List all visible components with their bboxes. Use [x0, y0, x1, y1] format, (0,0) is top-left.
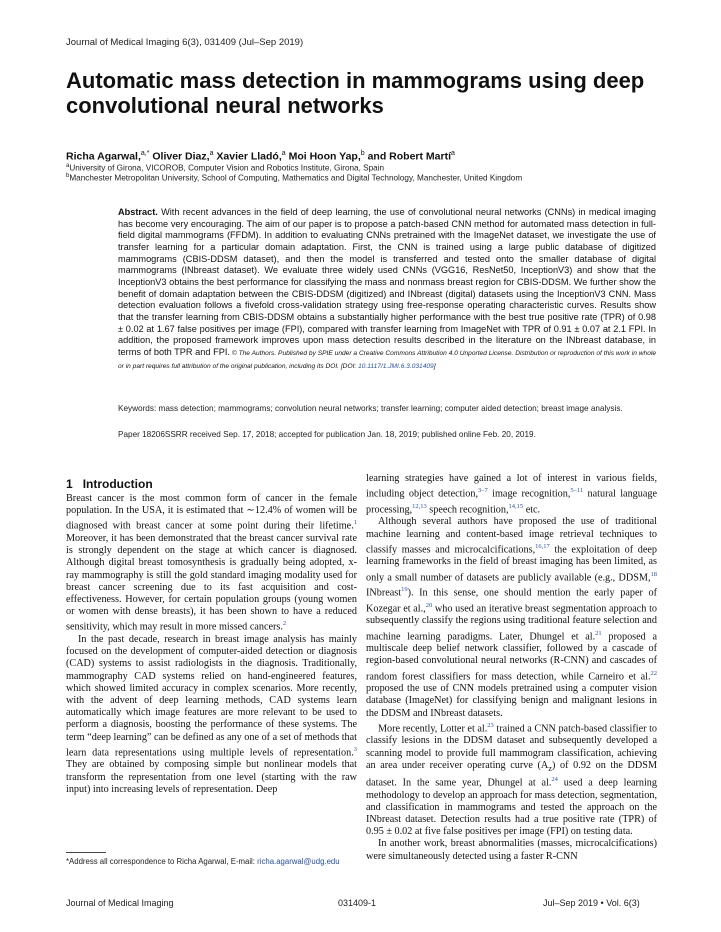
text-run: used a deep learning methodology to develop an approach for mass detection, segmentation, and classification in mammograms and tested the approach on the INbreast dataset. Detection results had a true positive rate (TPR) of 0.95 ± 0.02 at five false positives per image (FPI) on testing data.	[366, 777, 657, 838]
author-name: Oliver Diaz,	[152, 150, 210, 163]
text-run: learning strategies have gained a lot of interest in various fields, including object detection,	[366, 473, 657, 500]
left-column	[66, 493, 357, 796]
doi-label: [DOI:	[339, 362, 359, 370]
section-title: Introduction	[82, 477, 153, 491]
footnote-rule	[66, 852, 106, 853]
citation-ref[interactable]: 20	[425, 601, 433, 609]
paragraph	[66, 493, 357, 634]
author-affiliation-marker: a	[451, 150, 455, 157]
abstract-label: Abstract.	[118, 207, 158, 217]
doi-link[interactable]: 10.1117/1.JMI.6.3.031409	[358, 362, 434, 370]
text-run: INbreast	[366, 587, 402, 599]
citation-ref[interactable]: 3	[353, 745, 357, 753]
citation-ref[interactable]: 2	[282, 620, 287, 628]
author-name: Moi Hoon Yap,	[288, 150, 361, 163]
text-run: proposed a multiscale deep belief network classifier, followed by a cascade of region-based convolutional neural networks (R-CNN) and cascades of random forest classifiers for mass detection, while Carneiro et al.	[366, 630, 657, 682]
abstract	[118, 207, 656, 372]
author-affiliation-marker: b	[360, 150, 365, 157]
author-name: Xavier Lladó,	[216, 150, 282, 163]
license-text: © The Authors. Published by SPIE under a Creative Commons Attribution 4.0 Unported License. Distribution or reproduction of this work in whole or in part requires full attribution of the original publication, including its DOI.	[118, 349, 656, 370]
paragraph	[366, 473, 657, 516]
keywords: Keywords: mass detection; mammograms; convolution neural networks; transfer learning; computer aided detection; breast image analysis.	[118, 404, 623, 413]
paragraph	[366, 720, 657, 839]
text-run: the exploitation of deep learning frameworks in the field of breast imaging has been limited, as only a small number of datasets are publicly available (e.g., DDSM,	[366, 544, 657, 583]
author-affiliation-marker: a	[281, 150, 286, 157]
text-run: In another work, breast abnormalities (masses, microcalcifications) were simultaneously detected using a faster R-CNN	[366, 838, 657, 862]
affiliation-marker: b	[66, 173, 70, 179]
footnote	[66, 857, 356, 867]
footer-journal: Journal of Medical Imaging	[66, 898, 174, 908]
text-run: proposed the use of CNN models pretrained using a computer vision database (ImageNet) for classifying benign and malignant lesions in the DDSM and INbreast datasets.	[366, 683, 657, 719]
paragraph	[366, 838, 657, 862]
text-run: image recognition,	[487, 488, 571, 500]
author-affiliation-marker: a	[209, 150, 214, 157]
text-run: They are obtained by composing simple but nonlinear models that transform the representation from one level (starting with the raw input) into increasing levels of representation. Deep	[66, 759, 357, 795]
citation-ref[interactable]: 14,15	[508, 502, 524, 510]
text-run: Moreover, it has been demonstrated that the breast cancer survival rate is strongly dependent on the stage at which cancer is diagnosed. Although digital breast tomosynthesis is gradually being adopted, x-ray mammography is still the gold standard imaging modality used for breast cancer screening due to its fast acquisition and cost-effectiveness. However, for certain population groups (young women or women with dense breasts), it has been shown to have a reduced sensitivity, which may result in more missed cancers.	[66, 533, 357, 633]
paragraph	[366, 516, 657, 719]
affiliation-marker: a	[66, 163, 70, 169]
footer-issue: Jul–Sep 2019 • Vol. 6(3)	[543, 898, 640, 908]
author-list	[66, 150, 455, 163]
text-run: ). In this sense, one should mention the early paper of Kozegar et al.,	[366, 587, 657, 615]
author-name: Richa Agarwal,	[66, 150, 141, 163]
subscript: z	[548, 762, 553, 773]
text-run: Although several authors have proposed the use of traditional machine learning and content-based image retrieval techniques to classify masses and microcalcifications,	[366, 516, 657, 556]
text-run: natural language processing,	[366, 488, 657, 516]
text-run: More recently, Lotter et al.	[378, 723, 488, 735]
citation-ref[interactable]: 5–11	[570, 487, 584, 495]
affiliation-text: University of Girona, VICOROB, Computer Vision and Robotics Institute, Girona, Spain	[69, 163, 385, 173]
text-run: trained a CNN patch-based classifier to classify lesions in the DDSM dataset and subsequently developed a scanning model to provide full mammogram classification, achieving an area under receiver operating curve (A	[366, 723, 657, 771]
citation-ref[interactable]: 23	[487, 721, 494, 729]
citation-ref[interactable]: 22	[650, 669, 657, 677]
doi-close: ]	[433, 362, 436, 370]
text-run: Breast cancer is the most common form of cancer in the female population. In the USA, it is estimated that ∼12.4% of women will be diagnosed with breast cancer at some point during their lifetime.	[66, 493, 357, 532]
paper-info: Paper 18206SSRR received Sep. 17, 2018; accepted for publication Jan. 18, 2019; published online Feb. 20, 2019.	[118, 430, 536, 439]
citation-ref[interactable]: 3–7	[478, 487, 488, 495]
section-heading	[66, 477, 153, 491]
section-number: 1	[66, 477, 73, 491]
citation-ref[interactable]: 18	[650, 570, 657, 578]
citation-ref[interactable]: 24	[551, 776, 558, 784]
citation-ref[interactable]: 21	[595, 629, 602, 637]
text-run: who used an iterative breast segmentation approach to subsequently classify the regions using traditional feature selection and machine learning paradigms. Later, Dhungel et al.	[366, 603, 657, 642]
author-affiliation-marker: a,*	[140, 150, 150, 157]
citation-ref[interactable]: 19	[401, 586, 408, 594]
affiliation-a	[66, 163, 384, 173]
footnote-text: *Address all correspondence to Richa Agarwal, E-mail:	[66, 857, 258, 866]
text-run: ) of 0.92 on the DDSM dataset. In the same year, Dhungel at al.	[366, 759, 657, 789]
email-link[interactable]: richa.agarwal@udg.edu	[257, 857, 340, 866]
right-column	[366, 473, 657, 863]
affiliation-b	[66, 173, 522, 183]
text-run: etc.	[523, 504, 541, 516]
footer-page-number: 031409-1	[338, 898, 377, 908]
text-run: speech recognition,	[426, 504, 509, 516]
affiliation-text: Manchester Metropolitan University, School of Computing, Mathematics and Digital Technology, Manchester, United Kingdom	[69, 173, 523, 183]
citation-ref[interactable]: 12,13	[412, 502, 427, 510]
paragraph	[66, 634, 357, 796]
text-run: In the past decade, research in breast image analysis has mainly focused on the development of computer-aided detection or diagnosis (CAD) systems to assist radiologists in the diagnosis. Traditionally, mammography CAD systems relied on hand-engineered features, which showed limited accuracy in complex scenarios. More recently, with the advent of deep learning methods, CAD systems learn automatically which image features are more relevant to be used to perform a diagnosis, boosting the performance of these systems. The term “deep learning” can be defined as any one of a set of methods that learn data representations using multiple levels of representation.	[66, 634, 357, 759]
abstract-text: With recent advances in the field of deep learning, the use of convolutional neural networks (CNNs) in medical imaging has become very encouraging. The aim of our paper is to propose a patch-based CNN method for automated mass detection in full-field digital mammograms (FFDM). In addition to evaluating CNNs pretrained with the ImageNet dataset, we investigate the use of transfer learning for a particular domain adaptation. First, the CNN is trained using a large public database of digitized mammograms (CBIS-DDSM dataset), and then the model is transferred and tested onto the smaller database of digital mammograms (INbreast dataset). We evaluate three widely used CNNs (VGG16, ResNet50, InceptionV3) and show that the InceptionV3 obtains the best performance for classifying the mass and nonmass breast region for CBIS-DDSM. We further show the benefit of domain adaptation between the CBIS-DDSM (digitized) and INbreast (digital) datasets using the InceptionV3 CNN. Mass detection evaluation follows a fivefold cross-validation strategy using free-response operating characteristic curves. Results show that the transfer learning from CBIS-DDSM obtains a substantially higher performance with the best true positive rate (TPR) of 0.98 ± 0.02 at 1.67 false positives per image (FPI), compared with transfer learning from ImageNet with TPR of 0.91 ± 0.07 at 2.1 FPI. In addition, the proposed framework improves upon mass detection results described in the literature on the INbreast database, in terms of both TPR and FPI.	[118, 207, 656, 357]
citation-ref[interactable]: 1	[353, 519, 357, 527]
author-name: and Robert Martí	[367, 150, 451, 163]
journal-header: Journal of Medical Imaging 6(3), 031409 (Jul–Sep 2019)	[66, 37, 304, 48]
citation-ref[interactable]: 16,17	[535, 542, 550, 550]
article-title: Automatic mass detection in mammograms using deep convolutional neural networks	[66, 68, 645, 118]
